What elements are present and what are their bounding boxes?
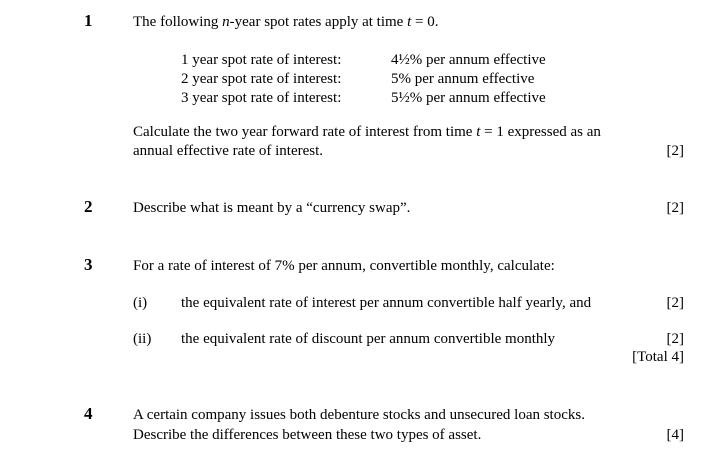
question-1-number: 1 xyxy=(84,11,93,30)
question-2-marks: [2] xyxy=(666,200,684,216)
question-3-part-i-text: the equivalent rate of interest per annum convertible half yearly, and xyxy=(181,295,592,311)
question-3-text: For a rate of interest of 7% per annum, convertible monthly, calculate: xyxy=(133,258,555,274)
question-3-part-ii-marks: [2] xyxy=(666,331,684,347)
question-1-intro: The following n-year spot rates apply at time t = 0. xyxy=(133,14,439,30)
spot-rate-label: 3 year spot rate of interest: xyxy=(181,90,342,106)
question-3-part-ii-label: (ii) xyxy=(133,331,152,347)
question-2-text: Describe what is meant by a “currency swap”. xyxy=(133,200,411,216)
spot-rate-row xyxy=(181,51,546,70)
question-4-line1: A certain company issues both debenture stocks and unsecured loan stocks. xyxy=(133,407,585,423)
spot-rate-label: 2 year spot rate of interest: xyxy=(181,71,342,87)
question-3-number: 3 xyxy=(84,255,93,274)
question-4-line2: Describe the differences between these two types of asset. xyxy=(133,427,482,443)
spot-rates-table xyxy=(181,51,546,108)
question-1-task: Calculate the two year forward rate of interest from time t = 1 expressed as an xyxy=(133,124,601,140)
question-4-marks: [4] xyxy=(666,427,684,443)
spot-rate-value: 4½% per annum effective xyxy=(391,52,546,68)
question-2-number: 2 xyxy=(84,197,93,216)
question-3-part-i-marks: [2] xyxy=(666,295,684,311)
question-1-task-line2: annual effective rate of interest. xyxy=(133,143,324,159)
spot-rate-label: 1 year spot rate of interest: xyxy=(181,52,342,68)
question-1-marks: [2] xyxy=(666,143,684,159)
question-3-part-ii-text: the equivalent rate of discount per annum convertible monthly xyxy=(181,331,556,347)
question-4-number: 4 xyxy=(84,404,93,423)
question-3-total: [Total 4] xyxy=(632,349,684,365)
spot-rate-value: 5% per annum effective xyxy=(391,71,535,87)
spot-rate-row xyxy=(181,89,546,108)
spot-rate-value: 5½% per annum effective xyxy=(391,90,546,106)
spot-rate-row xyxy=(181,70,546,89)
question-3-part-i-label: (i) xyxy=(133,295,148,311)
